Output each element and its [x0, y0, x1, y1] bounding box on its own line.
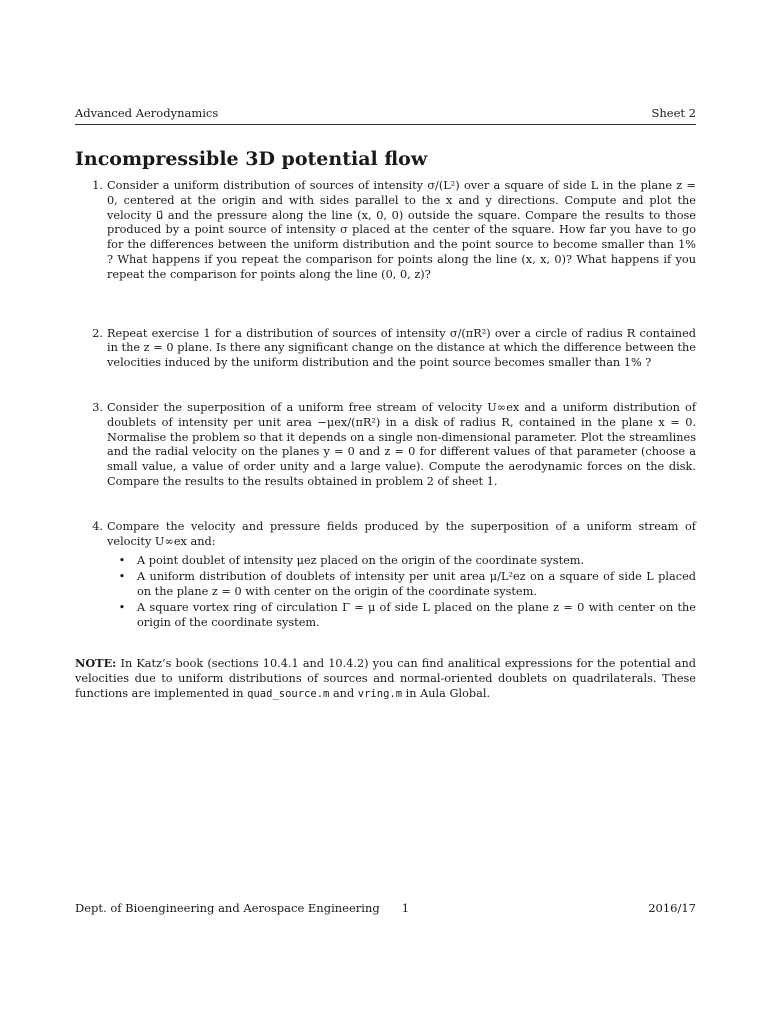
page-title: Incompressible 3D potential flow: [75, 148, 428, 170]
exercise-number: 4.: [92, 519, 103, 533]
exercise-3: [75, 401, 696, 490]
exercise-number: 3.: [92, 400, 103, 414]
exercise-text: Consider a uniform distribution of sources of intensity σ/(L²) over a square of side L in the plane z = 0, centered at the origin and with sides parallel to the x and y directions. Compute and plot the velocity u⃗ and the pressure along the line (x, 0, 0) outside the square. Compare the results to those produced by a point source of intensity σ placed at the center of the square. How far you have to go for the differences between the uniform distribution and the point source to become smaller than 1% ? What happens if you repeat the comparison for points along the line (x, x, 0)? What happens if you repeat the comparison for points along the line (0, 0, z)?: [107, 179, 696, 281]
note-text: In Katz’s book (sections 10.4.1 and 10.4.2) you can find analitical expressions for the potential and velocities due to uniform distributions of sources and normal-oriented doublets on quadrilaterals. These functions are implemented in: [75, 657, 696, 700]
code-file-vring: vring.m: [357, 687, 403, 700]
bullet-item: [107, 601, 696, 631]
department-name: Dept. of Bioengineering and Aerospace Engineering: [75, 901, 380, 915]
page-number: 1: [401, 901, 410, 915]
bullet-item: [107, 570, 696, 600]
page-header: [75, 106, 696, 120]
bullet-icon: •: [118, 600, 126, 614]
bullet-text: A square vortex ring of circulation Γ = μ of side L placed on the plane z = 0 with center on the origin of the coordinate system.: [137, 600, 696, 629]
note-label: NOTE:: [75, 656, 117, 671]
bullet-icon: •: [118, 554, 126, 568]
exercise-list: [75, 179, 696, 702]
bullet-item: [107, 554, 696, 569]
exercise-number: 2.: [92, 326, 103, 340]
academic-year: 2016/17: [648, 901, 696, 915]
exercise-text: Compare the velocity and pressure fields produced by the superposition of a uniform stream of velocity U∞ex and:: [107, 519, 696, 548]
note-and: and: [332, 686, 355, 700]
header-rule: [75, 124, 696, 125]
note-text-end: in Aula Global.: [405, 686, 491, 700]
note-paragraph: [75, 656, 696, 701]
bullet-text: A uniform distribution of doublets of intensity per unit area μ/L²ez on a square of side L placed on the plane z = 0 with center on the origin of the coordinate system.: [137, 570, 696, 598]
code-file-quad-source: quad_source.m: [247, 687, 330, 700]
page-footer: [75, 901, 696, 915]
bullet-icon: •: [118, 570, 126, 584]
exercise-1: [75, 179, 696, 283]
bullet-list: [107, 554, 696, 630]
sheet-number: Sheet 2: [651, 106, 696, 120]
course-name: Advanced Aerodynamics: [75, 106, 219, 120]
exercise-4: [75, 520, 696, 632]
bullet-text: A point doublet of intensity μez placed on the origin of the coordinate system.: [137, 554, 585, 568]
exercise-text: Repeat exercise 1 for a distribution of sources of intensity σ/(πR²) over a circle of radius R contained in the z = 0 plane. Is there any significant change on the distance at which the difference between the velocities induced by the uniform distribution and the point source becomes smaller than 1% ?: [107, 326, 696, 370]
exercise-2: [75, 327, 696, 371]
exercise-number: 1.: [92, 179, 103, 192]
exercise-text: Consider the superposition of a uniform free stream of velocity U∞ex and a uniform distribution of doublets of intensity per unit area −μex/(πR²) in a disk of radius R, contained in the plane x = 0. Normalise the problem so that it depends on a single non-dimensional parameter. Plot the streamlines and the radial velocity on the planes y = 0 and z = 0 for different values of that parameter (choose a small value, a value of order unity and a large value). Compute the aerodynamic forces on the disk. Compare the results to the results obtained in problem 2 of sheet 1.: [107, 400, 696, 488]
